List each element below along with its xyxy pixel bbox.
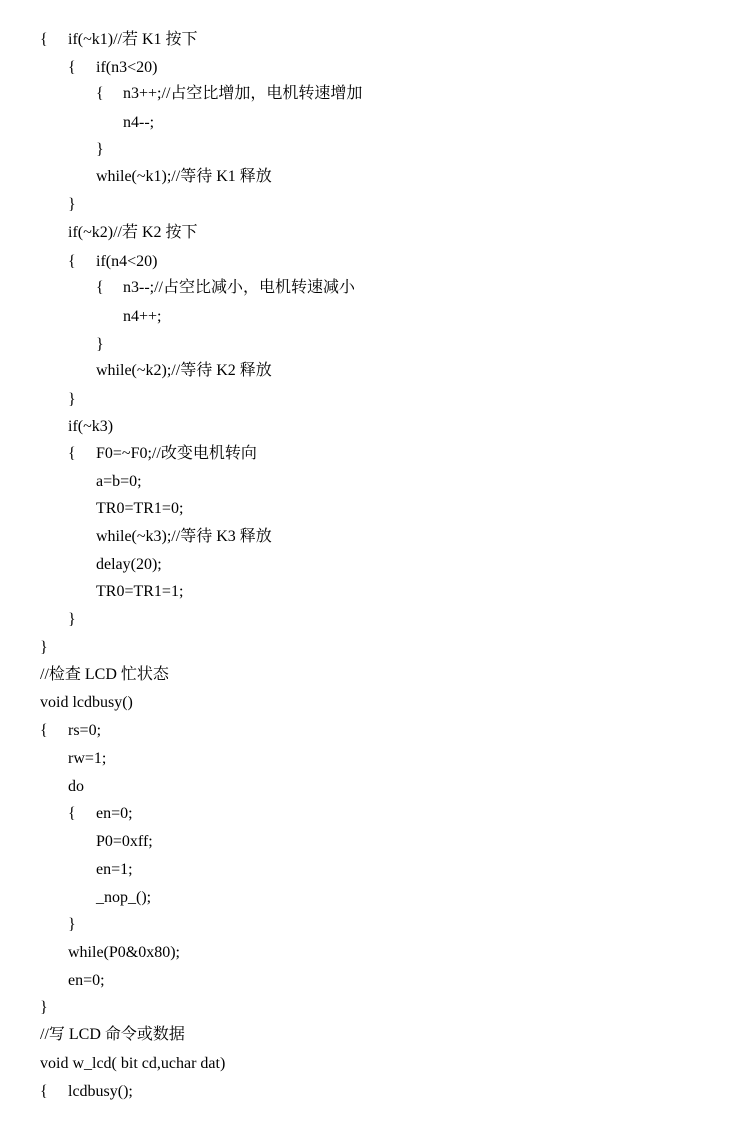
code-text: void lcdbusy(): [40, 694, 133, 711]
code-text: if(~k1)//若 K1 按下: [68, 31, 198, 48]
brace: }: [68, 196, 76, 213]
code-text: en=1;: [96, 861, 133, 878]
code-text: void w_lcd( bit cd,uchar dat): [40, 1055, 226, 1072]
code-text: en=0;: [96, 805, 133, 822]
code-text: a=b=0;: [96, 473, 142, 490]
brace: {: [40, 1083, 48, 1100]
code-text: _nop_();: [96, 889, 152, 906]
brace: }: [40, 999, 48, 1016]
code-text: n3++;//占空比增加，电机转速增加: [123, 85, 363, 102]
code-text: n3--;//占空比减小，电机转速减小: [123, 279, 355, 296]
code-text: n4++;: [123, 308, 162, 325]
code-text: delay(20);: [96, 556, 162, 573]
brace: {: [96, 85, 104, 102]
brace: }: [68, 916, 76, 933]
code-text: n4--;: [123, 114, 155, 131]
brace: }: [96, 141, 104, 158]
code-text: //写 LCD 命令或数据: [40, 1026, 185, 1043]
brace: {: [68, 59, 76, 76]
code-text: en=0;: [68, 972, 105, 989]
code-text: lcdbusy();: [68, 1083, 133, 1100]
code-text: TR0=TR1=1;: [96, 583, 184, 600]
code-text: if(~k2)//若 K2 按下: [68, 224, 198, 241]
code-text: rs=0;: [68, 722, 102, 739]
code-text: if(n3<20): [96, 59, 158, 76]
code-text: while(~k1);//等待 K1 释放: [96, 168, 272, 185]
code-text: //检查 LCD 忙状态: [40, 666, 169, 683]
brace: {: [96, 279, 104, 296]
code-text: while(P0&0x80);: [68, 944, 180, 961]
brace: {: [40, 722, 48, 739]
brace: }: [40, 639, 48, 656]
brace: }: [96, 336, 104, 353]
code-text: P0=0xff;: [96, 833, 153, 850]
brace: {: [68, 253, 76, 270]
code-text: do: [68, 778, 84, 795]
code-text: if(n4<20): [96, 253, 158, 270]
code-text: F0=~F0;//改变电机转向: [96, 445, 257, 462]
brace: }: [68, 611, 76, 628]
code-text: while(~k2);//等待 K2 释放: [96, 362, 272, 379]
code-text: TR0=TR1=0;: [96, 500, 184, 517]
code-text: while(~k3);//等待 K3 释放: [96, 528, 272, 545]
brace: }: [68, 391, 76, 408]
code-text: rw=1;: [68, 750, 107, 767]
brace: {: [68, 805, 76, 822]
brace: {: [68, 445, 76, 462]
code-text: if(~k3): [68, 418, 114, 435]
brace: {: [40, 31, 48, 48]
